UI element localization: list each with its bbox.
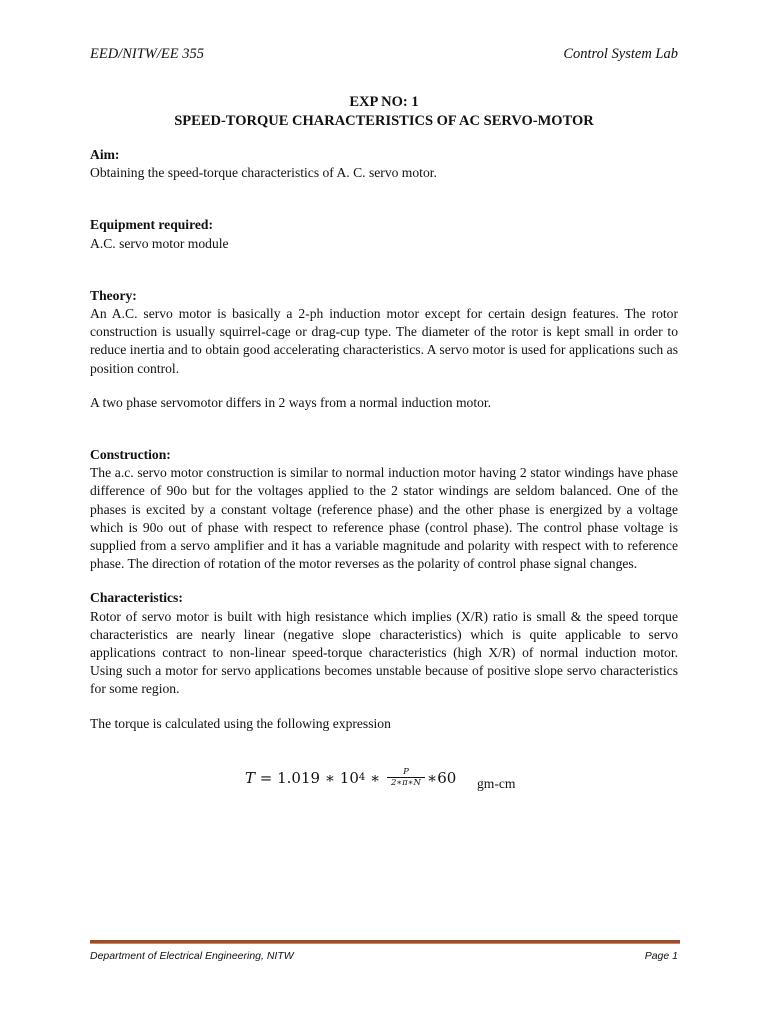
experiment-title: SPEED-TORQUE CHARACTERISTICS OF AC SERVO-MOTOR xyxy=(174,113,594,129)
formula-fraction xyxy=(387,767,425,788)
formula-denominator: 2∗π∗N xyxy=(387,777,425,788)
theory-paragraph-2: A two phase servomotor differs in 2 ways from a normal induction motor. xyxy=(90,394,492,410)
torque-formula xyxy=(245,767,456,788)
aim-heading: Aim: xyxy=(90,147,120,162)
formula-multiply: ∗ xyxy=(365,768,385,787)
footer-page-number: Page 1 xyxy=(644,950,678,962)
footer-department: Department of Electrical Engineering, NITW xyxy=(90,950,294,962)
header-lab-name: Control System Lab xyxy=(563,46,678,62)
characteristics-text: Rotor of servo motor is built with high resistance which implies (X/R) ratio is small & the speed torque characteristics are nearly linear (negative slope characteristics) which is quite applicable to servo applications contract to non-linear speed-torque characteristics (high X/R) of normal induction motor. Using such a motor for servo applications becomes unstable because of positive slope servo characteristics for some region. xyxy=(90,608,678,697)
theory-heading: Theory: xyxy=(90,287,137,303)
theory-paragraph-1: An A.C. servo motor is basically a 2-ph induction motor except for certain design features. The rotor construction is usually squirrel-cage or drag-cup type. The diameter of the rotor is kept small in order to reduce inertia and to obtain good accelerating characteristics. A servo motor is used for applications such as position control. xyxy=(90,306,678,376)
formula-tail: ∗60 xyxy=(427,768,457,787)
formula-unit: gm-cm xyxy=(477,776,516,791)
equipment-heading: Equipment required: xyxy=(90,217,213,233)
formula-coefficient: = 1.019 ∗ 10 xyxy=(255,768,359,787)
torque-intro: The torque is calculated using the following expression xyxy=(90,715,391,731)
construction-heading: Construction: xyxy=(90,447,171,463)
equipment-text: A.C. servo motor module xyxy=(90,235,229,251)
characteristics-heading: Characteristics: xyxy=(90,590,183,606)
footer-divider xyxy=(90,940,680,944)
document-body xyxy=(90,146,678,733)
formula-numerator: P xyxy=(403,767,409,777)
construction-text: The a.c. servo motor construction is similar to normal induction motor having 2 stator windings have phase difference of 90o but for the voltages applied to the 2 stator windings are seldom balanced. One of the phases is excited by a constant voltage (reference phase) and the other phase is energized by a voltage which is 90o out of phase with respect to reference phase (control phase). The control phase voltage is supplied from a servo amplifier and it has a variable magnitude and polarity with respect with to reference phase. The direction of rotation of the motor reverses as the polarity of control phase signal changes. xyxy=(90,465,678,572)
aim-text: Obtaining the speed-torque characteristics of A. C. servo motor. xyxy=(90,165,437,181)
header-course-code: EED/NITW/EE 355 xyxy=(90,46,204,62)
formula-lhs: T xyxy=(245,768,256,787)
experiment-number: EXP NO: 1 xyxy=(349,94,419,110)
formula-exponent: 4 xyxy=(358,772,366,783)
